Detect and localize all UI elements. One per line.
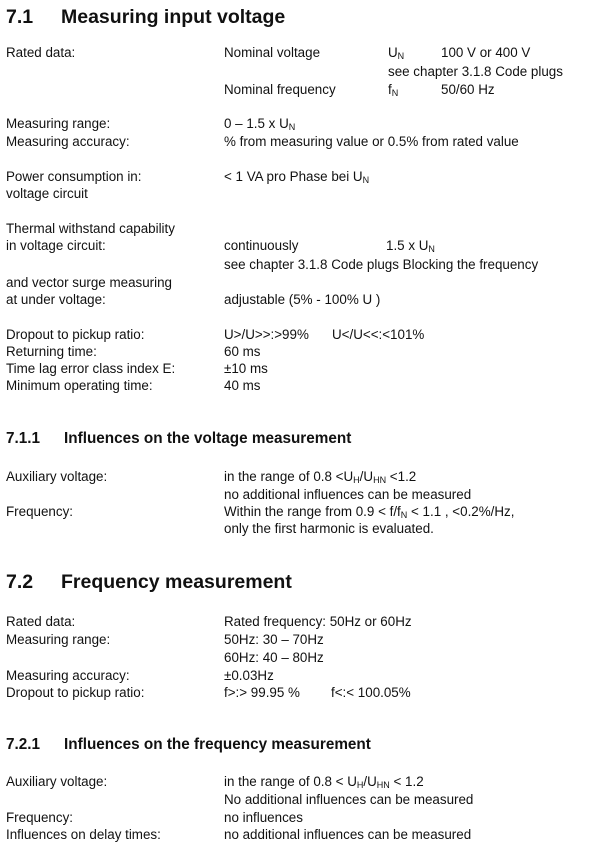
section-number-7-1: 7.1 <box>6 6 34 28</box>
section-title-7-2-1: Influences on the frequency measurement <box>64 736 371 753</box>
thermal-withstand-value: continuously <box>224 238 299 253</box>
vector-surge-value: adjustable (5% - 100% U ) <box>224 292 381 307</box>
time-lag-label: Time lag error class index E: <box>6 361 176 376</box>
measuring-accuracy-value: % from measuring value or 0.5% from rated value <box>224 134 519 149</box>
rated-frequency-value: Rated frequency: 50Hz or 60Hz <box>224 614 412 629</box>
section-title-7-1-1: Influences on the voltage measurement <box>64 430 352 447</box>
nominal-voltage-symbol: $U_N$ <box>388 45 405 61</box>
minimum-operating-time-label: Minimum operating time: <box>6 378 153 393</box>
section-number-7-2: 7.2 <box>6 571 34 593</box>
frequency-value-2: only the first harmonic is evaluated. <box>224 521 434 536</box>
dropout-ratio-label-2: Dropout to pickup ratio: <box>6 685 145 700</box>
measuring-range-label-2: Measuring range: <box>6 632 111 647</box>
nominal-frequency-label: Nominal frequency <box>224 82 336 97</box>
rated-data-label: Rated data: <box>6 45 76 60</box>
aux-voltage-value-3: in the range of $0.8 < U_H/U_{HN} < 1.2$ <box>224 774 424 790</box>
blocking-note: see chapter 3.1.8 Code plugs Blocking the frequency <box>224 257 539 272</box>
delay-times-label: Influences on delay times: <box>6 827 161 842</box>
nominal-frequency-symbol: $f_N$ <box>388 82 399 98</box>
dropout-ratio-value-1: U>/U>>:>99% <box>224 327 309 342</box>
rated-data-label-2: Rated data: <box>6 614 76 629</box>
code-plugs-note: see chapter 3.1.8 Code plugs <box>388 64 563 79</box>
returning-time-label: Returning time: <box>6 344 97 359</box>
delay-times-value: no additional influences can be measured <box>224 827 472 842</box>
vector-surge-label: and vector surge measuring <box>6 275 172 290</box>
thermal-withstand-factor: 1.5 x $U_N$ <box>386 238 435 254</box>
nominal-voltage-value: 100 V or 400 V <box>441 45 531 60</box>
measuring-range-value-60hz: 60Hz: 40 – 80Hz <box>224 650 324 665</box>
aux-voltage-value-4: No additional influences can be measured <box>224 792 474 807</box>
measuring-accuracy-label-2: Measuring accuracy: <box>6 668 130 683</box>
frequency-label: Frequency: <box>6 504 73 519</box>
section-title-7-2: Frequency measurement <box>61 571 292 593</box>
thermal-withstand-label-2: in voltage circuit: <box>6 238 106 253</box>
section-title-7-1: Measuring input voltage <box>61 6 286 28</box>
nominal-frequency-value: 50/60 Hz <box>441 82 495 97</box>
aux-voltage-label-2: Auxiliary voltage: <box>6 774 108 789</box>
dropout-ratio-f-value-1: f>:> 99.95 % <box>224 685 300 700</box>
frequency-value-3: no influences <box>224 810 303 825</box>
section-number-7-1-1: 7.1.1 <box>6 430 41 447</box>
aux-voltage-value-2: no additional influences can be measured <box>224 487 472 502</box>
measuring-range-value-50hz: 50Hz: 30 – 70Hz <box>224 632 324 647</box>
vector-surge-label-2: at under voltage: <box>6 292 106 307</box>
aux-voltage-value: in the range of $0.8 <U_H/U_{HN} <1.2$ <box>224 469 417 485</box>
nominal-voltage-label: Nominal voltage <box>224 45 321 60</box>
thermal-withstand-label: Thermal withstand capability <box>6 221 175 236</box>
time-lag-value: ±10 ms <box>224 361 268 376</box>
frequency-label-2: Frequency: <box>6 810 73 825</box>
dropout-ratio-value-2: U</U<<:<101% <box>332 327 425 342</box>
power-consumption-label: Power consumption in: <box>6 169 142 184</box>
returning-time-value: 60 ms <box>224 344 261 359</box>
dropout-ratio-label: Dropout to pickup ratio: <box>6 327 145 342</box>
dropout-ratio-f-value-2: f<:< 100.05% <box>331 685 411 700</box>
frequency-value: Within the range from $0.9 < f/f_N < 1.1$ , <0.2%/Hz, <box>224 504 515 520</box>
measuring-accuracy-label: Measuring accuracy: <box>6 134 130 149</box>
aux-voltage-label: Auxiliary voltage: <box>6 469 108 484</box>
measuring-accuracy-value-2: ±0.03Hz <box>224 668 274 683</box>
section-number-7-2-1: 7.2.1 <box>6 736 41 753</box>
power-consumption-label-2: voltage circuit <box>6 186 88 201</box>
measuring-range-label: Measuring range: <box>6 116 111 131</box>
power-consumption-value: < 1 VA pro Phase bei $U_N$ <box>224 169 370 185</box>
minimum-operating-time-value: 40 ms <box>224 378 261 393</box>
measuring-range-value: 0 – 1.5 x $U_N$ <box>224 116 296 132</box>
